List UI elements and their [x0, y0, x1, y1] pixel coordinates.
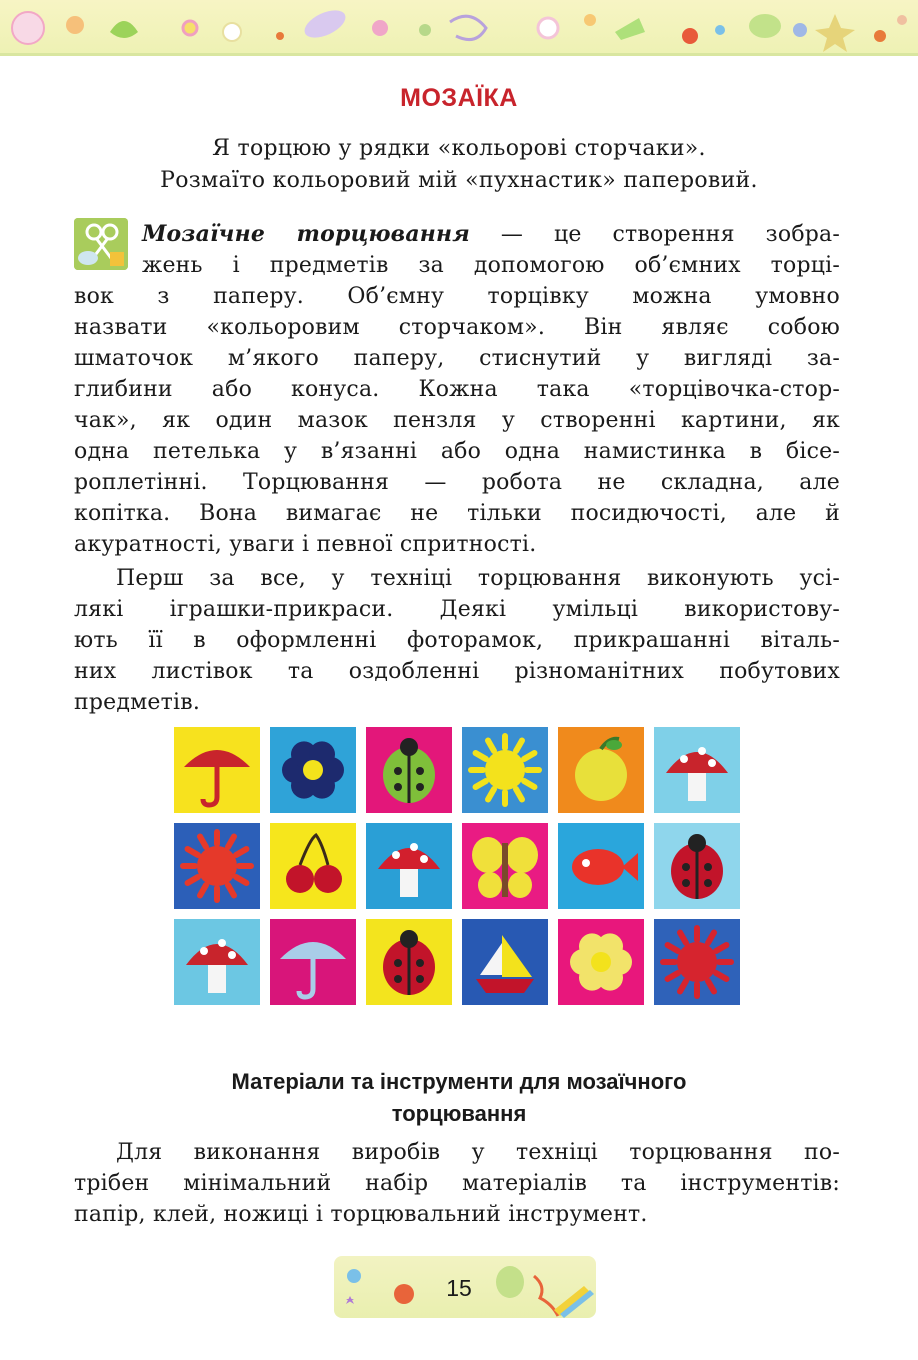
intro-line-5: шматочок м’якого паперу, стиснутий у вигляді за- [74, 346, 840, 371]
flower-mosaic-icon [558, 919, 644, 1005]
mosaic-tile-sun [174, 823, 260, 909]
flower-icon [793, 23, 807, 37]
intro-line-6: глибини або конуса. Кожна така «торцівочка-стор- [74, 377, 840, 402]
apple-mosaic-icon [558, 727, 644, 813]
second-paragraph [74, 563, 840, 718]
mosaic-tile-ladybug [366, 727, 452, 813]
ball-icon [66, 16, 84, 34]
cherries-mosaic-icon [270, 823, 356, 909]
page-title: МОЗАЇКА [400, 84, 518, 112]
intro-line-8: одна петелька у в’язанні або одна намистинка в бісе- [74, 439, 840, 464]
sun-mosaic-icon [654, 919, 740, 1005]
sun-mosaic-icon [174, 823, 260, 909]
dot-icon [715, 25, 725, 35]
mosaic-tile-cherries [270, 823, 356, 909]
mosaic-tile-flower [270, 727, 356, 813]
dot-icon [276, 32, 284, 40]
ball-icon [682, 28, 698, 44]
swirl-icon [450, 16, 486, 39]
intro-line-1: Мозаїчне торцювання — це створення зобра- [142, 221, 840, 247]
mosaic-tile-ship [462, 919, 548, 1005]
mosaic-tile-sun [462, 727, 548, 813]
verse-line-1: Я торцюю у рядки «кольорові сторчаки». [212, 136, 706, 161]
banner-ornaments [0, 0, 918, 56]
section-heading-line-2: торцювання [391, 1101, 527, 1126]
intro-line-4: назвати «кольоровим сторчаком». Він являє собою [74, 315, 840, 340]
verse-line-2: Розмаїто кольоровий мій «пухнастик» паперовий. [160, 168, 758, 193]
flower-icon [12, 12, 44, 44]
materials-line-1: Для виконання виробів у техніці торцювання по- [116, 1140, 840, 1165]
second-line-3: ють її в оформленні фоторамок, прикрашанні віталь- [74, 628, 840, 653]
dot-icon [874, 30, 886, 42]
second-line-2: лякі іграшки-прикраси. Деякі умільці використову- [74, 597, 840, 622]
second-line-4: них листівок та оздобленні різноманітних побутових [74, 659, 840, 684]
intro-line-3: вок з паперу. Об’ємну торцівку можна умовно [74, 284, 840, 309]
flower-mosaic-icon [270, 727, 356, 813]
ship-mosaic-icon [462, 919, 548, 1005]
ladybug-mosaic-icon [366, 919, 452, 1005]
mosaic-tile-butterfly [462, 823, 548, 909]
fish-mosaic-icon [558, 823, 644, 909]
ladybug-mosaic-icon [654, 823, 740, 909]
term-mosaic-facing: Мозаїчне торцювання [142, 221, 470, 247]
mosaic-tile-umbrella [174, 727, 260, 813]
mosaic-tile-umbrella [270, 919, 356, 1005]
bow-icon [615, 18, 645, 40]
mosaic-tile-mushroom [654, 727, 740, 813]
leaf-icon [749, 14, 781, 38]
flower-icon [183, 21, 197, 35]
mosaic-gallery [174, 727, 740, 1011]
materials-line-3: папір, клей, ножиці і торцювальний інструмент. [74, 1202, 648, 1227]
mosaic-tile-ladybug [654, 823, 740, 909]
mushroom-mosaic-icon [366, 823, 452, 909]
butterfly-mosaic-icon [462, 823, 548, 909]
leaf-icon [300, 5, 349, 44]
mosaic-tile-ladybug [366, 919, 452, 1005]
intro-line-11: акуратності, уваги і певної спритності. [74, 532, 537, 557]
mosaic-tile-mushroom [366, 823, 452, 909]
daisy-icon [223, 23, 241, 41]
star-leaf-icon [815, 14, 855, 52]
dot-icon [897, 15, 907, 25]
leaf-icon [110, 21, 138, 38]
umbrella-mosaic-icon [270, 919, 356, 1005]
flower-icon [538, 18, 558, 38]
materials-line-2: трібен мінімальний набір матеріалів та інструментів: [74, 1171, 840, 1196]
intro-line-7: чак», як один мазок пензля у створенні картини, як [74, 408, 840, 433]
page-number: 15 [446, 1275, 472, 1301]
dot-icon [584, 14, 596, 26]
sun-mosaic-icon [462, 727, 548, 813]
flower-icon [372, 20, 388, 36]
second-line-1: Перш за все, у техніці торцювання виконують усі- [116, 566, 840, 591]
intro-line-9: роплетінні. Торцювання — робота не складна, але [74, 470, 840, 495]
dot-icon [419, 24, 431, 36]
materials-paragraph [74, 1137, 840, 1230]
mushroom-mosaic-icon [654, 727, 740, 813]
mushroom-mosaic-icon [174, 919, 260, 1005]
umbrella-mosaic-icon [174, 727, 260, 813]
section-heading-line-1: Матеріали та інструменти для мозаїчного [231, 1069, 687, 1094]
mosaic-tile-sun [654, 919, 740, 1005]
second-line-5: предметів. [74, 690, 201, 715]
top-decorative-banner [0, 0, 918, 56]
mosaic-tile-mushroom [174, 919, 260, 1005]
mosaic-tile-apple [558, 727, 644, 813]
intro-line-2: жень і предметів за допомогою об’ємних торці- [142, 253, 840, 278]
ladybug-mosaic-icon [366, 727, 452, 813]
intro-paragraph [74, 219, 840, 560]
intro-line-10: копітка. Вона вимагає не тільки посидючості, але й [74, 501, 840, 526]
mosaic-tile-flower [558, 919, 644, 1005]
mosaic-tile-fish [558, 823, 644, 909]
